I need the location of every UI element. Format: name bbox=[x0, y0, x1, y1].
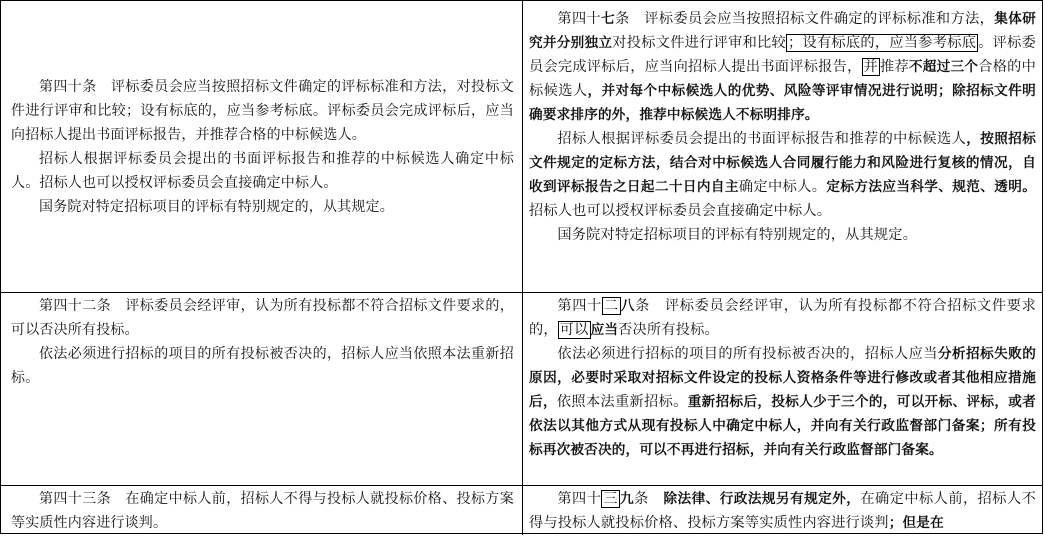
paragraph bbox=[529, 294, 1036, 342]
text: 确定中标人。 bbox=[738, 179, 827, 195]
paragraph: 第四十条 评标委员会应当按照招标文件确定的评标标准和方法，对投标文件进行评审和比较；设有标底的，应当参考标底。评标委员会完成评标后，应当向招标人提出书面评标报告，并推荐合格的中标候选人。 bbox=[11, 78, 514, 143]
paragraph: 第四十三条 在确定中标人前，招标人不得与投标人就投标价格、投标方案等实质性内容进行谈判。 bbox=[11, 491, 514, 531]
added-text: 集体研究并分别独立 bbox=[529, 11, 1037, 51]
added-text: ，并对每个中标候选人的优势、风险等评审情况进行说明；除招标文件明确要求排序的外，推荐中标候选人不标明排序。 bbox=[529, 83, 1036, 123]
revised-article-48 bbox=[523, 292, 1042, 485]
table-row bbox=[1, 292, 1042, 486]
added-text: 分析招标失败的原因，必要时采取对招标文件设定的投标人资格条件等进行修改或者其他相应措施后， bbox=[529, 346, 1037, 410]
text: 招标人根据评标委员会提出的书面评标报告和推荐的中标候选人 bbox=[557, 131, 967, 147]
paragraph: 依法必须进行招标的项目的所有投标被否决的，招标人应当依照本法重新招标。 bbox=[11, 346, 514, 386]
text: 推荐 bbox=[880, 59, 909, 75]
paragraph bbox=[529, 487, 1036, 535]
deleted-text: 三 bbox=[603, 491, 619, 507]
revised-article-47 bbox=[523, 1, 1042, 292]
deleted-text: 可以 bbox=[559, 322, 589, 338]
paragraph bbox=[529, 342, 1036, 462]
added-text: 定标方法应当科学、规范、透明。 bbox=[826, 179, 1037, 195]
text: 在确定中标人前，招标人不得与投标人就投标价格、投标方案等实质性内容进行谈判 bbox=[529, 491, 1037, 531]
text: 依法必须进行招标的项目的所有投标被否决的，招标人应当 bbox=[557, 346, 938, 362]
added-text: 七 bbox=[601, 11, 616, 27]
added-text: ，按照招标文件规定的定标方法，结合对中标候选人合同履行能力和风险进行复核的情况，自收到评标报告之日起二十日内自主 bbox=[529, 131, 1037, 195]
original-article-42 bbox=[1, 292, 523, 485]
paragraph: 第四十二条 评标委员会经评审，认为所有投标都不符合招标文件要求的，可以否决所有投标。 bbox=[11, 298, 514, 338]
text: 合格的中标候选人 bbox=[529, 59, 1037, 99]
added-text: 不超过三个 bbox=[908, 59, 979, 75]
text: 第四十 bbox=[557, 491, 602, 507]
table-row bbox=[1, 485, 1042, 535]
text: 第四十 bbox=[557, 11, 602, 27]
added-text: 重新招标后，投标人少于三个的，可以开标、评标，或者依法以其他方式从现有投标人中确定中标人，并向有关行政监督部门备案；所有投标再次被否决的，可以不再进行招标，并向有关行政监督部门备案。 bbox=[529, 394, 1037, 458]
deleted-text: ；设有标底的，应当参考标底 bbox=[788, 35, 977, 51]
text: 条 评标委员会经评审，认为所有投标都不符合招标文件要求的， bbox=[529, 298, 1037, 338]
paragraph: 国务院对特定招标项目的评标有特别规定的，从其规定。 bbox=[557, 227, 918, 243]
revised-article-49 bbox=[523, 485, 1042, 535]
added-text: 九 bbox=[620, 491, 635, 507]
text: 依照本法重新招标。 bbox=[556, 394, 688, 410]
paragraph bbox=[529, 127, 1036, 223]
deleted-text: 并 bbox=[863, 59, 878, 75]
deleted-text: 二 bbox=[603, 298, 619, 314]
text: 招标人也可以授权评标委员会直接确定中标人。 bbox=[529, 203, 832, 219]
table-row bbox=[1, 1, 1042, 293]
text: 条 bbox=[634, 491, 664, 507]
added-text: 除法律、行政法规另有规定外， bbox=[663, 491, 861, 507]
added-text: 应当 bbox=[590, 322, 619, 338]
added-text: ；但是在 bbox=[888, 515, 944, 531]
original-article-40 bbox=[1, 1, 523, 292]
text: 第四十 bbox=[557, 298, 602, 314]
text: 条 评标委员会应当按照招标文件确定的评标标准和方法， bbox=[615, 11, 995, 27]
paragraph: 招标人根据评标委员会提出的书面评标报告和推荐的中标候选人确定中标人。招标人也可以授权评标委员会直接确定中标人。 bbox=[11, 150, 514, 191]
original-article-43 bbox=[1, 485, 523, 535]
added-text: 八 bbox=[620, 298, 636, 314]
paragraph: 国务院对特定招标项目的评标有特别规定的，从其规定。 bbox=[39, 198, 394, 215]
text: 对投标文件进行评审和比较 bbox=[612, 35, 786, 51]
paragraph bbox=[529, 7, 1036, 127]
text: 。评标委员会完成评标后，应当向招标人提出书面评标报告， bbox=[529, 35, 1036, 75]
text: 否决所有投标。 bbox=[618, 322, 719, 338]
